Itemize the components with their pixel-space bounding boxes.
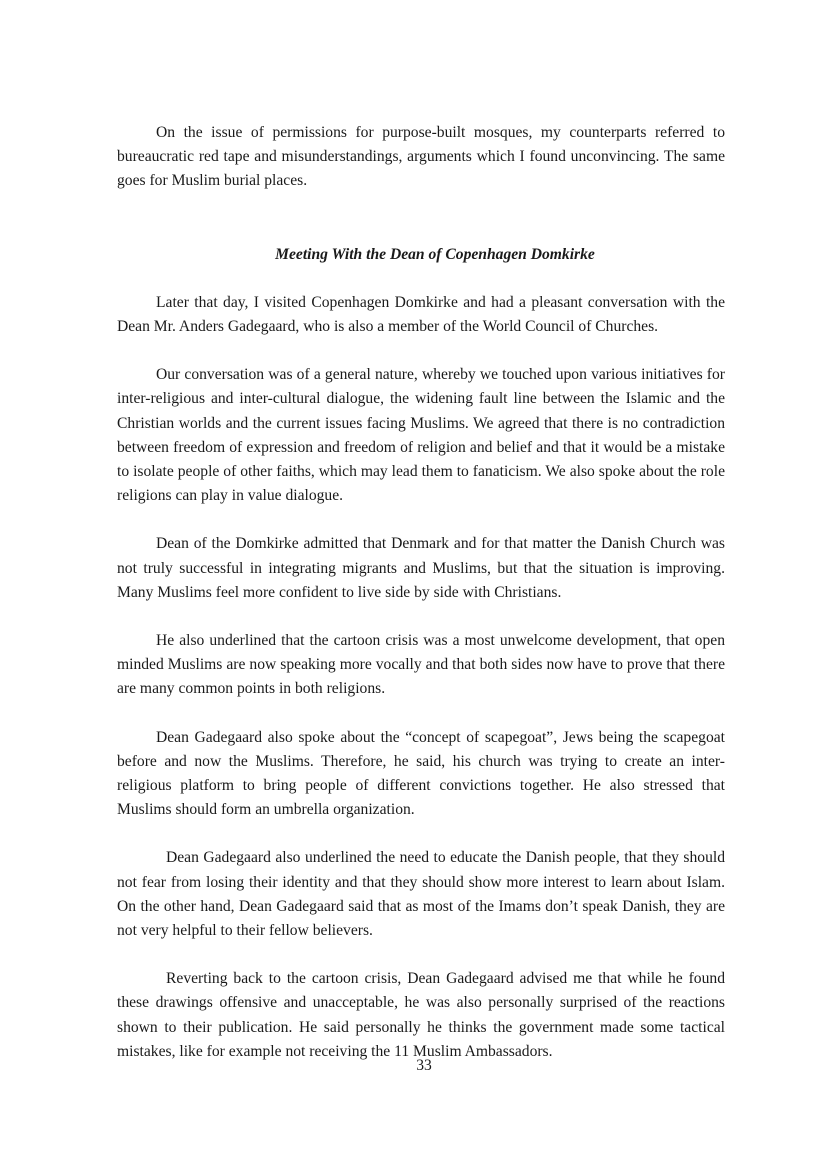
paragraph-visit: Later that day, I visited Copenhagen Domkirke and had a pleasant conversation with the Dean Mr. Anders Gadegaard, who is also a member of the World Council of Churches. (117, 293, 725, 336)
paragraph-cartoon-crisis: He also underlined that the cartoon crisis was a most unwelcome development, that open minded Muslims are now speaking more vocally and that both sides now have to prove that there are many common points in both religions. (117, 632, 725, 698)
document-body (117, 121, 725, 1064)
paragraph-scapegoat: Dean Gadegaard also spoke about the “concept of scapegoat”, Jews being the scapegoat before and now the Muslims. Therefore, he said, his church was trying to create an inter-religious platform to bring people of different convictions together. He also stressed that Muslims should form an umbrella organization. (117, 728, 725, 819)
section-heading: Meeting With the Dean of Copenhagen Domkirke (275, 245, 595, 263)
paragraph-integration: Dean of the Domkirke admitted that Denmark and for that matter the Danish Church was not truly successful in integrating migrants and Muslims, but that the situation is improving. Many Muslims feel more confident to live side by side with Christians. (117, 535, 725, 601)
paragraph-mosque-permissions: On the issue of permissions for purpose-built mosques, my counterparts referred to bureaucratic red tape and misunderstandings, arguments which I found unconvincing. The same goes for Muslim burial places. (117, 124, 725, 190)
paragraph-education: Dean Gadegaard also underlined the need to educate the Danish people, that they should not fear from losing their identity and that they should show more interest to learn about Islam. On the other hand, Dean Gadegaard said that as most of the Imams don’t speak Danish, they are not very helpful to their fellow believers. (117, 849, 725, 940)
spacer (117, 194, 725, 243)
paragraph-reverting: Reverting back to the cartoon crisis, Dean Gadegaard advised me that while he found these drawings offensive and unacceptable, he was also personally surprised of the reactions shown to their publication. He said personally he thinks the government made some tactical mistakes, like for example not receiving the 11 Muslim Ambassadors. (117, 970, 725, 1060)
page-number: 33 (416, 1057, 432, 1074)
paragraph-conversation: Our conversation was of a general nature, whereby we touched upon various initiatives for inter-religious and inter-cultural dialogue, the widening fault line between the Islamic and the Christian worlds and the current issues facing Muslims. We agreed that there is no contradiction between freedom of expression and freedom of religion and belief and that it would be a mistake to isolate people of other faiths, which may lead them to fanaticism. We also spoke about the role religions can play in value dialogue. (117, 366, 725, 505)
spacer (117, 267, 725, 291)
